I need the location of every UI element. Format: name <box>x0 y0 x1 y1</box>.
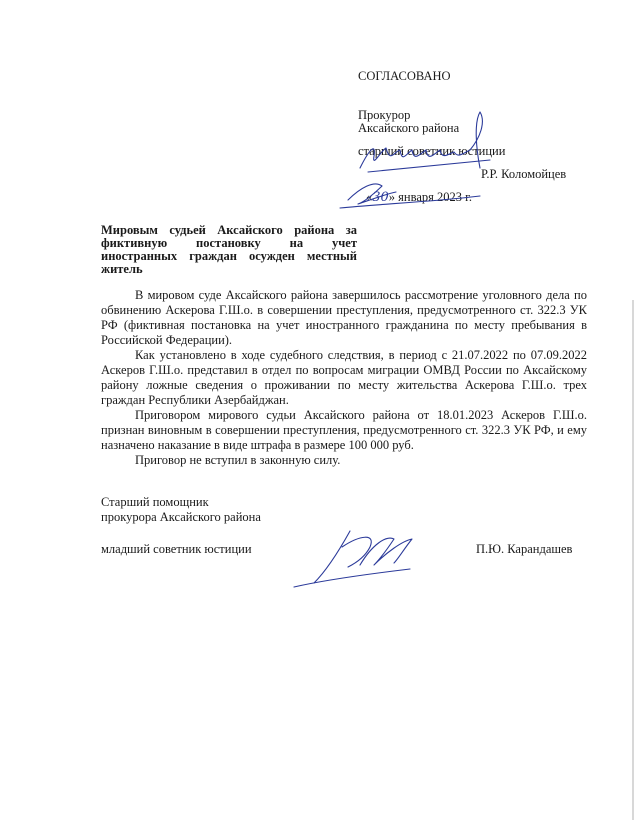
signer-position-line2: прокурора Аксайского района <box>101 510 261 524</box>
approval-title-line2: Аксайского района <box>358 121 460 135</box>
signer-rank: младший советник юстиции <box>101 542 252 556</box>
article-paragraph: Приговор не вступил в законную силу. <box>135 453 341 467</box>
article-body <box>101 288 587 468</box>
approval-name: Р.Р. Коломойцев <box>481 167 567 181</box>
assistant-signature <box>290 525 440 595</box>
article-paragraph: Приговором мирового судьи Аксайского района от 18.01.2023 Аскеров Г.Ш.о. признан виновным в совершении преступления, предусмотренного ст. 322.3 УК РФ, и ему назначено наказание в виде штрафа в размере 100 000 руб. <box>101 408 587 452</box>
signer-name: П.Ю. Карандашев <box>476 542 573 556</box>
article-paragraph: В мировом суде Аксайского района завершилось рассмотрение уголовного дела по обвинению Аскерова Г.Ш.о. в совершении преступления, предусмотренного ст. 322.3 УК РФ (фиктивная постановка на учет иностранного гражданина по месту пребывания в Российской Федерации). <box>101 288 587 347</box>
approval-title-line1: Прокурор <box>358 108 411 122</box>
approval-date: «30» января 2023 г. <box>366 190 472 205</box>
signer-position-line1: Старший помощник <box>101 495 209 509</box>
scan-edge-shadow <box>632 300 634 820</box>
article-headline: Мировым судьей Аксайского района за фиктивную постановку на учет иностранных граждан осужден местный житель <box>101 223 357 276</box>
approval-rank: старший советник юстиции <box>358 144 506 158</box>
approval-date-day: 30 <box>372 190 389 205</box>
article-paragraph: Как установлено в ходе судебного следствия, в период с 21.07.2022 по 07.09.2022 Аскеров Г.Ш.о. представил в отдел по вопросам миграции ОМВД России по Аксайскому району ложные сведения о проживании по месту жительства Аскерова Г.Ш.о. трех граждан Республики Азербайджан. <box>101 348 587 407</box>
prosecutor-signature <box>330 108 520 218</box>
approval-date-rest: » января 2023 г. <box>388 190 472 204</box>
approval-heading: СОГЛАСОВАНО <box>358 69 451 83</box>
